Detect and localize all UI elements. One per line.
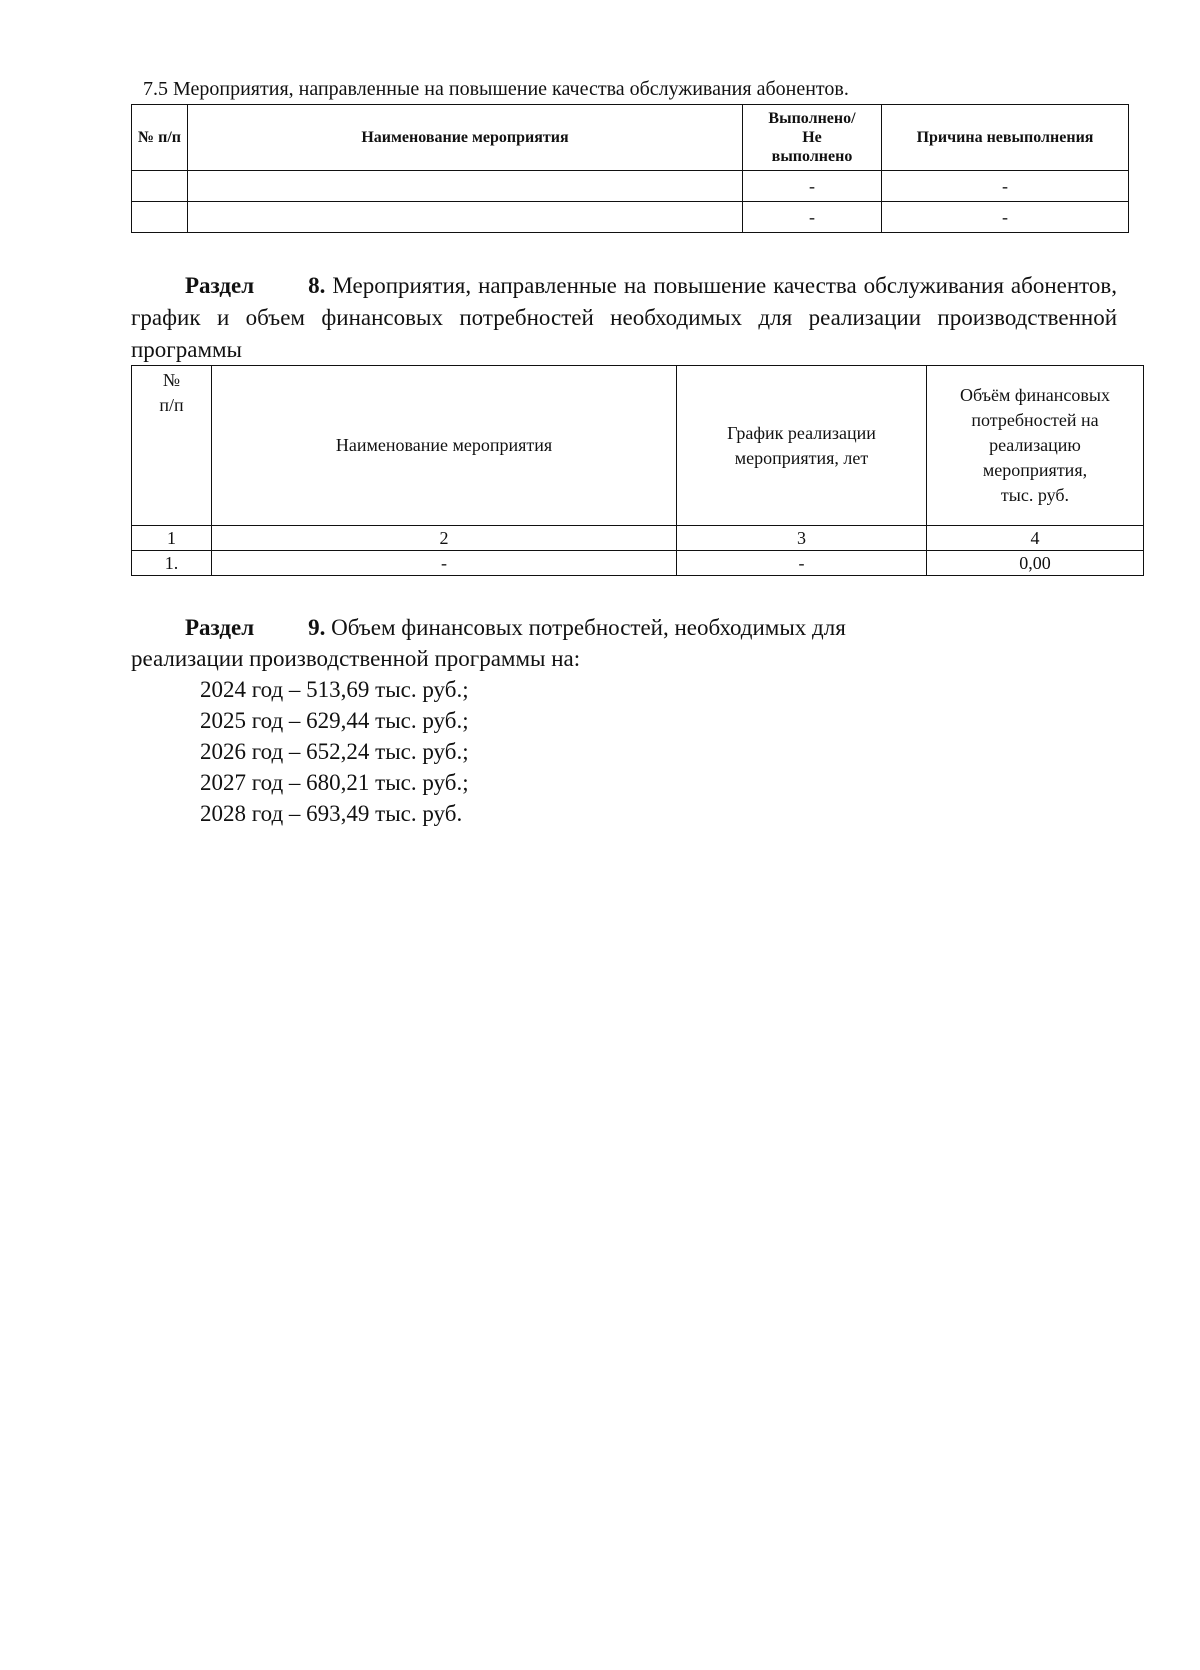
section-8-heading: [131, 270, 1117, 366]
cell-volume: 0,00: [927, 551, 1144, 576]
header-status-line3: выполнено: [771, 148, 853, 165]
header-num: [132, 366, 212, 526]
year-amount-item: 2025 год – 629,44 тыс. руб.;: [200, 708, 469, 733]
section-9-heading: [131, 612, 1131, 643]
header-num: № п/п: [132, 105, 188, 171]
financial-needs-table: [131, 365, 1144, 576]
header-schedule: [677, 366, 927, 526]
year-amount-item: 2024 год – 513,69 тыс. руб.;: [200, 677, 469, 702]
year-amount-item: 2027 год – 680,21 тыс. руб.;: [200, 770, 469, 795]
header-schedule-line2: мероприятия, лет: [734, 447, 869, 468]
section-9: [131, 612, 1131, 829]
section-8-label: Раздел: [185, 273, 255, 298]
cell-num: 1.: [132, 551, 212, 576]
section-9-number: 9.: [308, 615, 326, 640]
section-9-text-line2: реализации производственной программы на:: [131, 646, 581, 671]
cell-num: [132, 171, 188, 202]
header-volume-line4: мероприятия,: [982, 460, 1088, 480]
header-num-line2: п/п: [159, 395, 184, 415]
header-event-name: Наименование мероприятия: [188, 105, 743, 171]
header-volume-line2: потребностей на: [971, 410, 1099, 430]
section-8-number: 8.: [308, 273, 326, 298]
section-9-text-line1: Объем финансовых потребностей, необходимых для: [331, 615, 846, 640]
header-volume: [927, 366, 1144, 526]
table-header-row: [132, 366, 1144, 526]
section-8-text: Мероприятия, направленные на повышение качества обслуживания абонентов, график и объем финансовых потребностей необходимых для реализации производственной программы: [131, 273, 1117, 362]
cell-reason: -: [882, 202, 1129, 233]
cell-schedule: -: [677, 551, 927, 576]
index-cell: 2: [212, 526, 677, 551]
section-9-label: Раздел: [185, 615, 255, 640]
index-cell: 3: [677, 526, 927, 551]
cell-name: -: [212, 551, 677, 576]
cell-name: [188, 171, 743, 202]
index-cell: 1: [132, 526, 212, 551]
header-num-line1: №: [162, 370, 181, 390]
cell-reason: -: [882, 171, 1129, 202]
events-status-table: [131, 104, 1129, 233]
table-row: [132, 171, 1129, 202]
cell-num: [132, 202, 188, 233]
index-cell: 4: [927, 526, 1144, 551]
cell-name: [188, 202, 743, 233]
table-row: [132, 551, 1144, 576]
header-status: [743, 105, 882, 171]
header-reason: Причина невыполнения: [882, 105, 1129, 171]
header-volume-line5: тыс. руб.: [1000, 485, 1070, 505]
year-amount-item: 2028 год – 693,49 тыс. руб.: [200, 801, 463, 826]
section-7-5-title: 7.5 Мероприятия, направленные на повышение качества обслуживания абонентов.: [143, 78, 849, 100]
year-amount-item: 2026 год – 652,24 тыс. руб.;: [200, 739, 469, 764]
table-row: [132, 202, 1129, 233]
column-index-row: [132, 526, 1144, 551]
cell-status: -: [743, 171, 882, 202]
header-schedule-line1: График реализации: [727, 422, 876, 443]
table-header-row: [132, 105, 1129, 171]
header-volume-line3: реализацию: [989, 435, 1081, 455]
header-volume-line1: Объём финансовых: [959, 385, 1111, 405]
cell-status: -: [743, 202, 882, 233]
header-event-name: Наименование мероприятия: [212, 366, 677, 526]
header-status-line2: Не: [802, 129, 822, 146]
header-status-line1: Выполнено/: [768, 110, 856, 127]
